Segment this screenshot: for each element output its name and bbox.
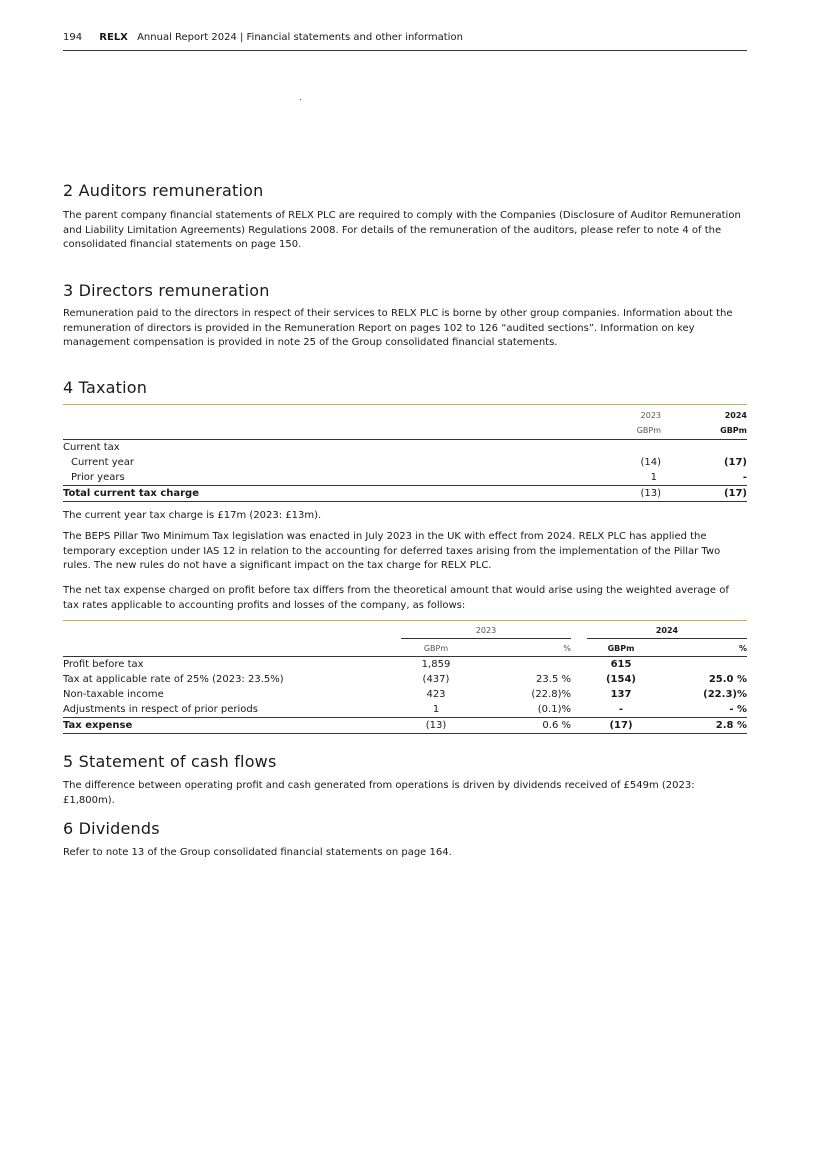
total-label: Tax expense (63, 718, 401, 734)
col-2023-unit: GBPm (603, 423, 661, 440)
section-3-body: Remuneration paid to the directors in respect of their services to RELX PLC is borne by other group companies. Information about the remuneration of directors is provided in the Remuneration Report on pages 102 to 126 “audited sections”. Information on key management compensation is provided in note 25 of the Group consolidated financial statements. (63, 308, 733, 348)
table-row (63, 702, 747, 718)
value-2024: - (742, 472, 747, 483)
pct-2023: (22.8)% (531, 689, 571, 700)
gbpm-2024: - (618, 704, 624, 715)
pct-2024: 25.0 % (708, 674, 747, 685)
gbpm-2023: 1,859 (421, 659, 451, 670)
total-2024: (17) (661, 486, 747, 502)
col-2024-year: 2024 (724, 410, 747, 420)
total-gbpm-2024: (17) (587, 718, 655, 734)
table-row (63, 470, 747, 486)
total-2023: (13) (603, 486, 661, 502)
row-label: Adjustments in respect of prior periods (63, 704, 258, 715)
year-2023: 2023 (401, 621, 571, 639)
section-6-body: Refer to note 13 of the Group consolidated financial statements on page 164. (63, 847, 452, 858)
total-row (63, 718, 747, 734)
year-2024: 2024 (587, 621, 747, 639)
table-row (63, 657, 747, 673)
page-number: 194 (63, 32, 83, 43)
page-header (63, 32, 747, 51)
value-2024: (17) (723, 457, 747, 468)
table-row (63, 455, 747, 470)
total-gbpm-2023: (13) (401, 718, 471, 734)
value-2023: (14) (640, 457, 661, 468)
tax-note-2: The BEPS Pillar Two Minimum Tax legislation was enacted in July 2023 in the UK with effect from 2024. RELX PLC has applied the temporary exception under IAS 12 in relation to the accounting for deferred taxes arising from the implementation of the Pillar Two rules. The new rules do not have a significant impact on the tax charge for RELX PLC. (63, 531, 721, 571)
tax-note-3: The net tax expense charged on profit before tax differs from the theoretical amount that would arise using the weighted average of tax rates applicable to accounting profits and losses of the company, as follows: (63, 585, 729, 611)
total-pct-2023: 0.6 % (471, 718, 571, 734)
col-2024-unit: GBPm (661, 423, 747, 440)
gbpm-2024: 137 (610, 689, 632, 700)
section-2-body: The parent company financial statements of RELX PLC are required to comply with the Companies (Disclosure of Auditor Remuneration and Liability Limitation Agreements) Regulations 2008. For details of the remuneration of the auditors, please refer to note 4 of the consolidated financial statements on page 150. (63, 210, 741, 250)
pct-2023: (0.1)% (537, 704, 571, 715)
row-label: Tax at applicable rate of 25% (2023: 23.5%) (63, 674, 284, 685)
row-label: Prior years (71, 472, 125, 483)
table-row (63, 672, 747, 687)
pct-2024: - % (729, 704, 747, 715)
section-2-heading: 2 Auditors remuneration (63, 181, 264, 200)
total-pct-2024: 2.8 % (655, 718, 747, 734)
section-4-heading: 4 Taxation (63, 378, 148, 397)
tax-reconciliation-table (63, 620, 747, 734)
row-label: Non-taxable income (63, 689, 164, 700)
gbpm-2023: 423 (426, 689, 446, 700)
pct-2024: (22.3)% (703, 689, 747, 700)
stray-dot (300, 99, 301, 100)
group-label: Current tax (63, 442, 120, 453)
unit-gbpm-2023: GBPm (401, 639, 471, 657)
gbpm-2024: 615 (610, 659, 632, 670)
header-title: Annual Report 2024 | Financial statements and other information (137, 32, 463, 43)
total-label: Total current tax charge (63, 486, 603, 502)
section-3-heading: 3 Directors remuneration (63, 281, 270, 300)
current-tax-table (63, 404, 747, 502)
unit-pct-2023: % (471, 639, 571, 657)
value-2023: 1 (650, 472, 657, 483)
pct-2023: 23.5 % (536, 674, 571, 685)
unit-header-row (63, 639, 747, 657)
brand-name: RELX (99, 32, 128, 43)
gbpm-2023: (437) (422, 674, 450, 685)
gbpm-2023: 1 (432, 704, 440, 715)
row-label: Current year (71, 457, 135, 468)
pct-2023 (471, 657, 571, 673)
pct-2024 (655, 657, 747, 673)
section-5-body: The difference between operating profit and cash generated from operations is driven by dividends received of £549m (2023: £1,800m). (63, 780, 695, 806)
gbpm-2024: (154) (605, 674, 636, 685)
section-6-heading: 6 Dividends (63, 819, 160, 838)
unit-gbpm-2024: GBPm (587, 639, 655, 657)
year-header-row (63, 621, 747, 639)
section-5-heading: 5 Statement of cash flows (63, 752, 277, 771)
table-unit-row (63, 423, 747, 440)
total-row (63, 486, 747, 502)
row-label: Profit before tax (63, 659, 144, 670)
table-row (63, 440, 747, 456)
table-row (63, 687, 747, 702)
table-header-row (63, 405, 747, 424)
tax-note-1: The current year tax charge is £17m (2023: £13m). (63, 510, 322, 521)
unit-pct-2024: % (655, 639, 747, 657)
col-2023-year: 2023 (640, 410, 661, 420)
